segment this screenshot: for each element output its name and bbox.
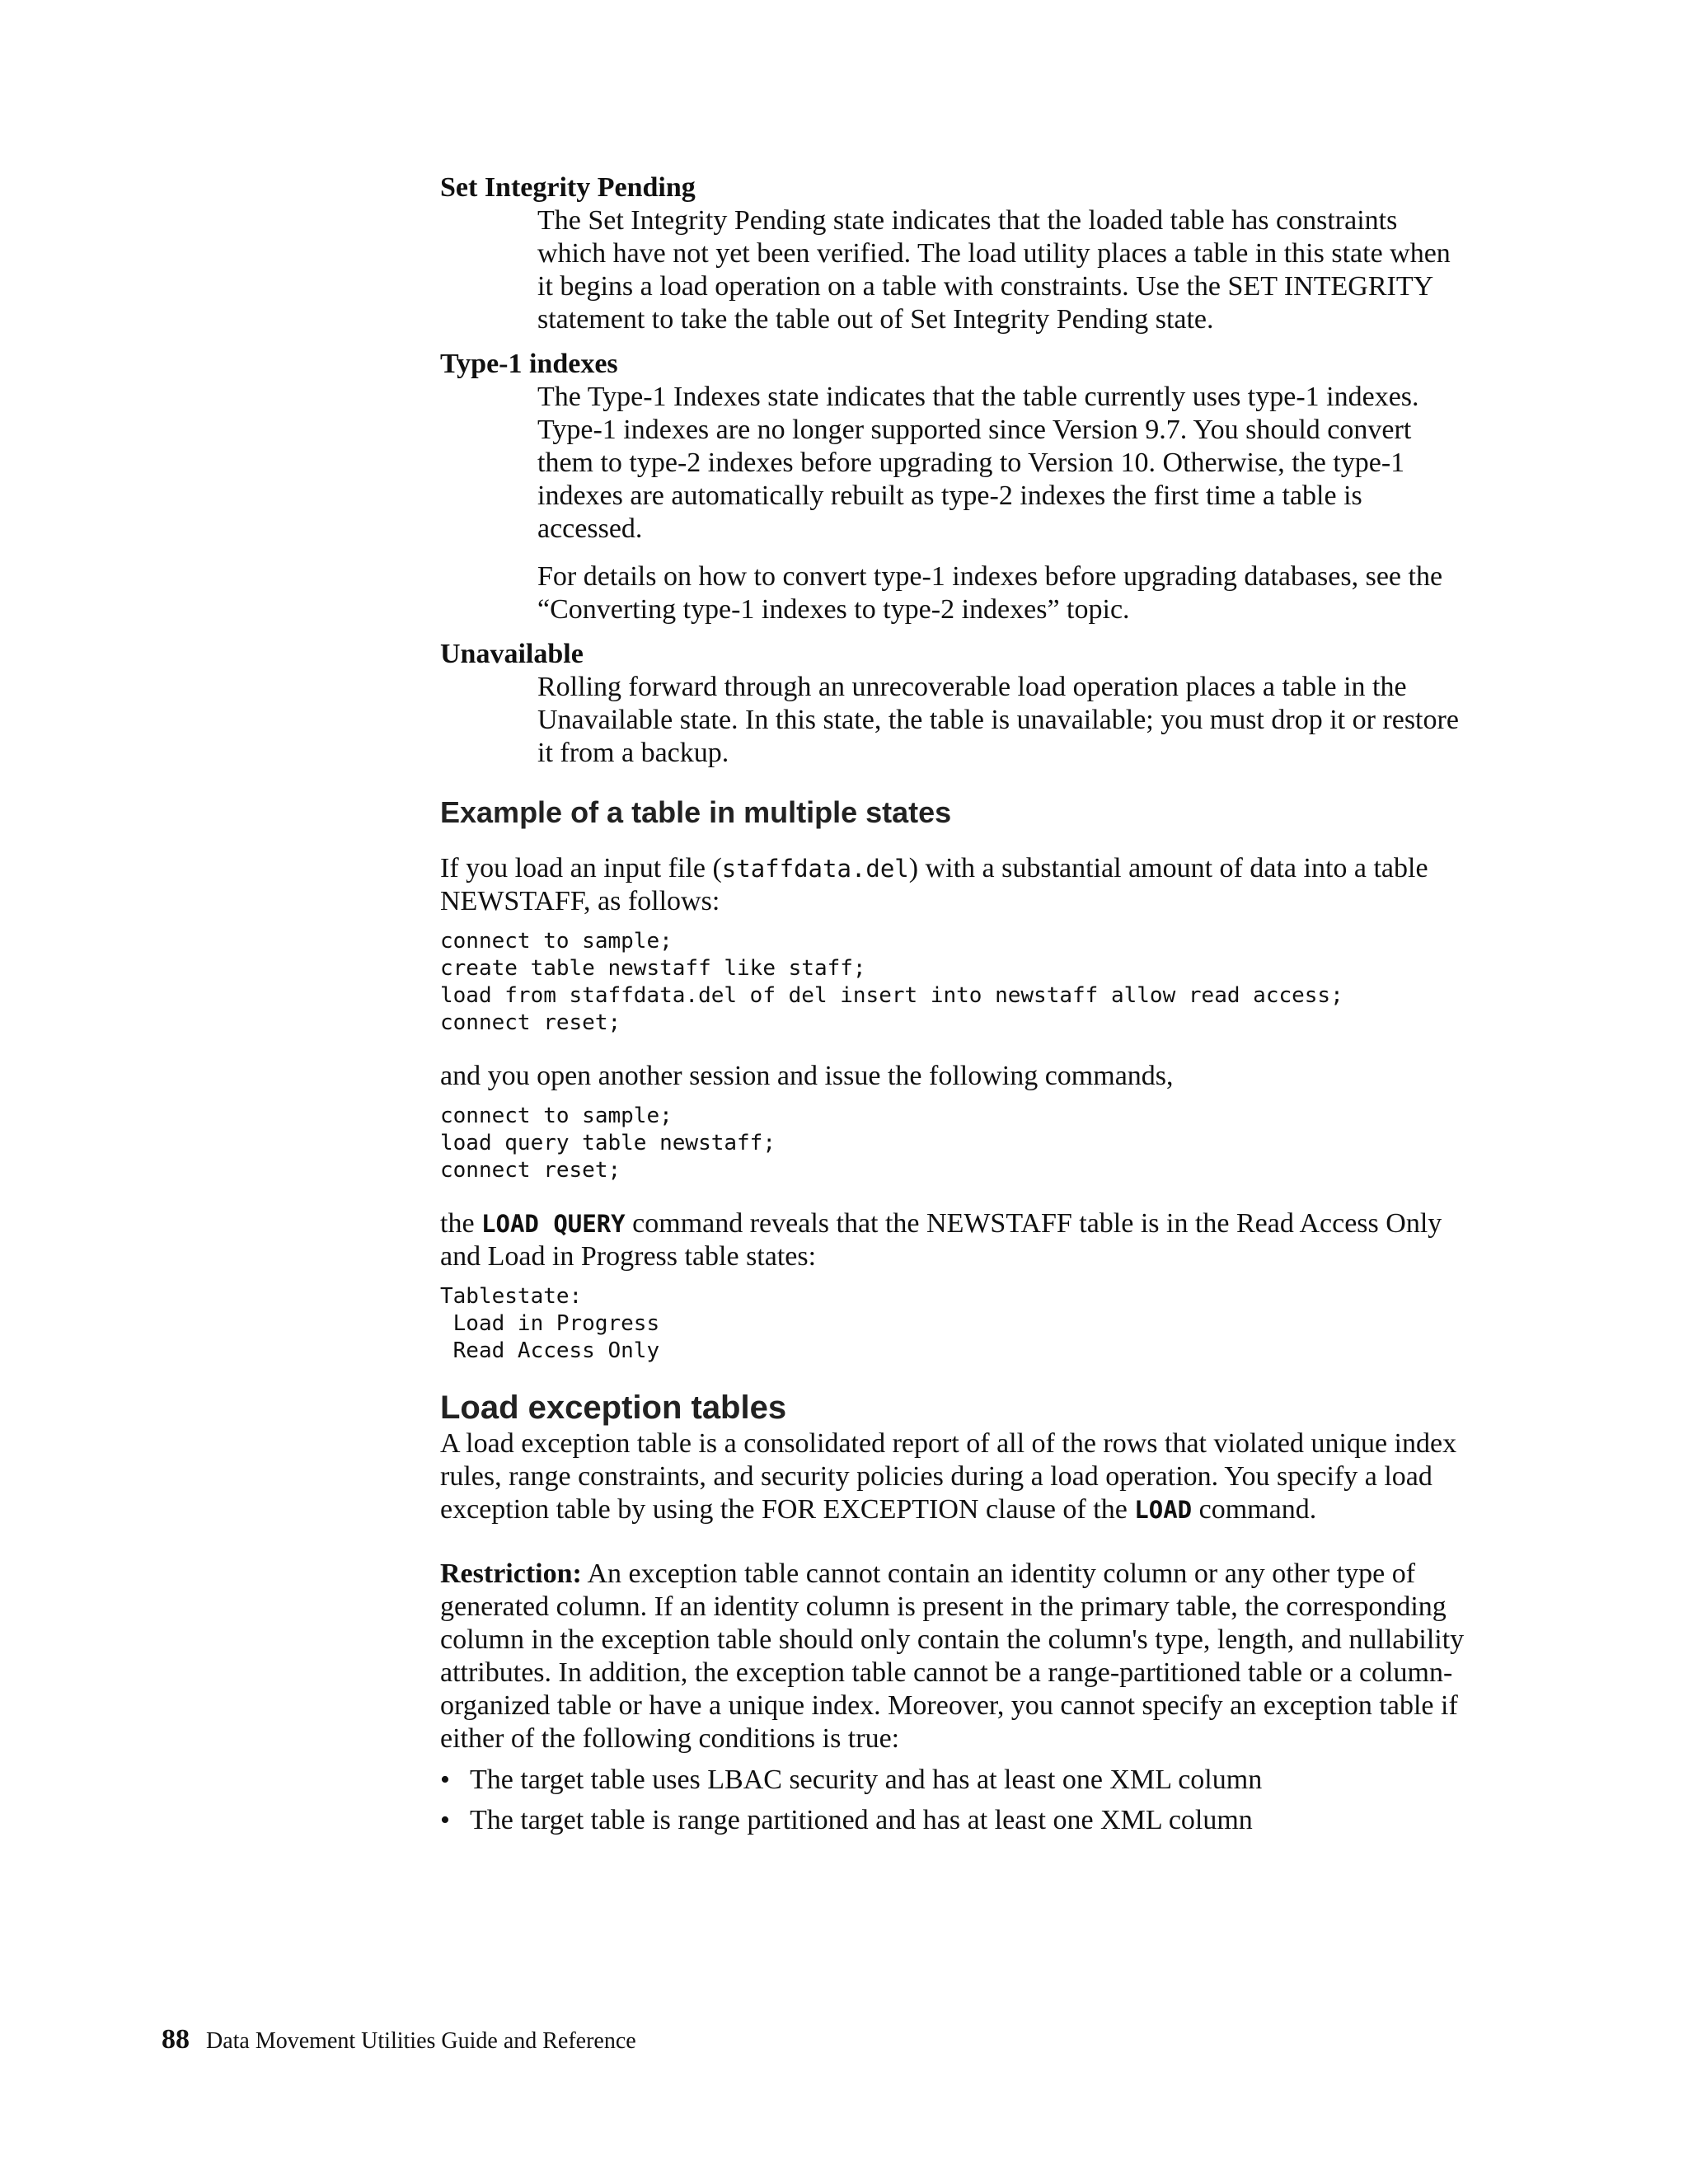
state-paragraph: For details on how to convert type-1 indexes before upgrading databases, see the “Converting type-1 indexes to type-2 indexes” topic. bbox=[537, 561, 1443, 625]
code-block-tablestate: Tablestate: Load in Progress Read Access Only bbox=[440, 1284, 660, 1363]
second-session-paragraph: and you open another session and issue the following commands, bbox=[440, 1061, 1174, 1091]
state-set-integrity-pending bbox=[440, 171, 1470, 336]
state-term: Unavailable bbox=[440, 639, 584, 669]
state-term: Set Integrity Pending bbox=[440, 172, 696, 203]
state-definition bbox=[537, 671, 1470, 770]
book-title: Data Movement Utilities Guide and Reference bbox=[206, 2028, 636, 2054]
table-states-list bbox=[440, 171, 1470, 770]
state-type1-indexes bbox=[440, 348, 1470, 626]
list-item-text: The target table uses LBAC security and has at least one XML column bbox=[470, 1765, 1263, 1795]
intro-paragraph bbox=[440, 852, 1470, 918]
list-item-text: The target table is range partitioned and has at least one XML column bbox=[470, 1805, 1253, 1835]
section-heading: Example of a table in multiple states bbox=[440, 795, 952, 829]
state-term: Type-1 indexes bbox=[440, 349, 618, 379]
result-paragraph bbox=[440, 1207, 1470, 1273]
restriction-text: An exception table cannot contain an identity column or any other type of generated column. If an identity column is present in the primary table, the corresponding column in the exception table should only contain the column's type, length, and nullability attributes. In addition, the exception table cannot be a range-partitioned table or a column-organized table or have a unique index. Moreover, you cannot specify an exception table if either of the following conditions is true: bbox=[440, 1558, 1465, 1754]
exception-text-before: A load exception table is a consolidated report of all of the rows that violated unique index rules, range constraints, and security policies during a load operation. You specify a load exception table by using the FOR EXCEPTION clause of the bbox=[440, 1428, 1457, 1525]
state-paragraph: The Type-1 Indexes state indicates that the table currently uses type-1 indexes. Type-1 indexes are no longer supported since Version 9.7. You should convert them to type-2 indexes before upgrading to Version 10. Otherwise, the type-1 indexes are automatically rebuilt as type-2 indexes the first time a table is accessed. bbox=[537, 382, 1419, 544]
page-content bbox=[440, 171, 1470, 1844]
restriction-paragraph bbox=[440, 1558, 1470, 1755]
exception-section bbox=[440, 1388, 1470, 1837]
example-section bbox=[440, 794, 1470, 1365]
intro-text-after: ) with a substantial amount of data into a table NEWSTAFF, as follows: bbox=[440, 853, 1428, 916]
exception-text-after: command. bbox=[1192, 1494, 1317, 1525]
load-command: LOAD bbox=[1134, 1496, 1193, 1524]
restriction-label: Restriction: bbox=[440, 1558, 582, 1589]
code-block-load: connect to sample; create table newstaff like staff; load from staffdata.del of del insert into newstaff allow read access; connect reset; bbox=[440, 929, 1343, 1035]
page-number: 88 bbox=[162, 2024, 190, 2055]
result-text-before: the bbox=[440, 1208, 482, 1239]
state-paragraph: Rolling forward through an unrecoverable load operation places a table in the Unavailable state. In this state, the table is unavailable; you must drop it or restore it from a backup. bbox=[537, 672, 1459, 768]
result-text-after: command reveals that the NEWSTAFF table is in the Read Access Only and Load in Progress table states: bbox=[440, 1208, 1442, 1272]
filename-code: staffdata.del bbox=[721, 855, 909, 883]
exception-intro-paragraph bbox=[440, 1427, 1470, 1526]
bullet-icon: • bbox=[440, 1805, 450, 1835]
state-definition bbox=[537, 204, 1470, 336]
page-footer bbox=[162, 2023, 636, 2058]
bullet-icon: • bbox=[440, 1765, 450, 1795]
intro-text-before: If you load an input file ( bbox=[440, 853, 722, 883]
code-block-query: connect to sample; load query table newstaff; connect reset; bbox=[440, 1104, 776, 1183]
load-query-command: LOAD QUERY bbox=[481, 1210, 626, 1238]
conditions-list bbox=[440, 1764, 1470, 1837]
list-item bbox=[440, 1804, 1470, 1837]
section-heading: Load exception tables bbox=[440, 1390, 787, 1426]
list-item bbox=[440, 1764, 1470, 1797]
state-paragraph: The Set Integrity Pending state indicates that the loaded table has constraints which have not yet been verified. The load utility places a table in this state when it begins a load operation on a table with constraints. Use the SET INTEGRITY statement to take the table out of Set Integrity Pending state. bbox=[537, 205, 1451, 335]
state-unavailable bbox=[440, 638, 1470, 770]
state-definition bbox=[537, 381, 1470, 626]
